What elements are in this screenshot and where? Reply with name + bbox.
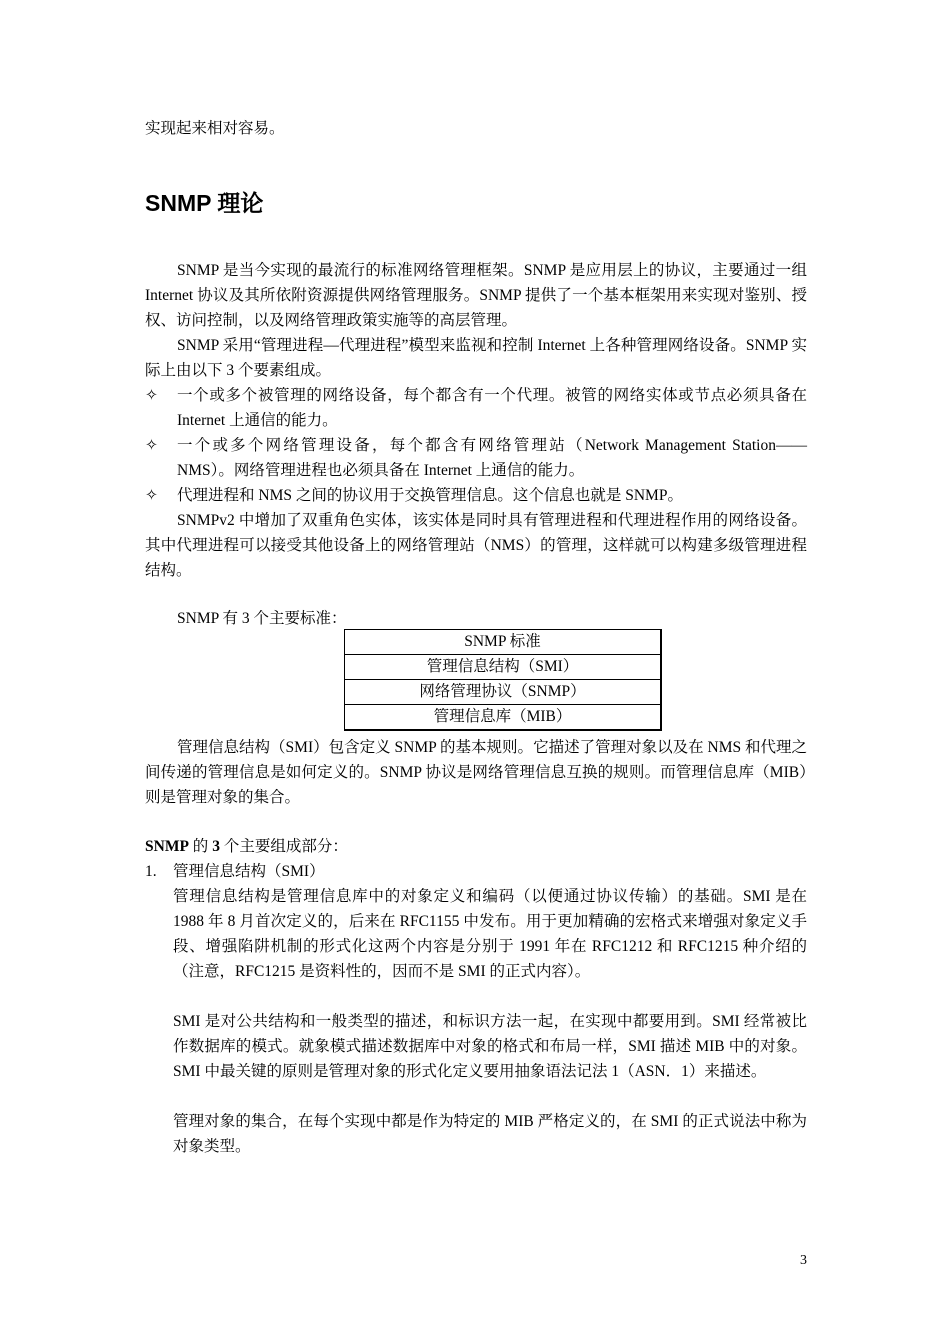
components-heading-bold-2: 3 — [212, 838, 220, 855]
bullet-text-3: 代理进程和 NMS 之间的协议用于交换管理信息。这个信息也就是 SNMP。 — [177, 487, 683, 504]
intro-block — [145, 258, 807, 583]
item-paragraph-1: 管理信息结构是管理信息库中的对象定义和编码（以便通过协议传输）的基础。SMI 是在 1988 年 8 月首次定义的，后来在 RFC1155 中发布。用于更加精确的宏格式来增强对象定义手段、增强陷阱机制的形式化这两个内容是分别于 1991 年在 RFC1212 和 RFC1215 种介绍的（注意，RFC1215 是资料性的，因而不是 SMI 的正式内容）。 — [173, 888, 807, 980]
bullet-item-2 — [145, 433, 807, 483]
item-title: 管理信息结构（SMI） — [173, 863, 325, 880]
standards-table — [344, 629, 662, 731]
page-number: 3 — [800, 1253, 807, 1268]
diamond-bullet-icon: ✧ — [145, 387, 158, 404]
continued-text-block — [145, 116, 807, 141]
components-heading-bold-1: SNMP — [145, 838, 189, 855]
standards-table-cell: 管理信息库（MIB） — [345, 705, 662, 731]
bullet-text-1: 一个或多个被管理的网络设备，每个都含有一个代理。被管的网络实体或节点必须具备在 Internet 上通信的能力。 — [177, 387, 807, 429]
intro-paragraph-1: SNMP 是当今实现的最流行的标准网络管理框架。SNMP 是应用层上的协议，主要通过一组 Internet 协议及其所依附资源提供网络管理服务。SNMP 提供了一个基本框架用来实现对鉴别、授权、访问控制，以及网络管理政策实施等的高层管理。 — [145, 262, 807, 329]
standards-paragraph-block — [145, 735, 807, 810]
numbered-item-1 — [145, 859, 807, 884]
item-number: 1. — [145, 863, 157, 880]
item-paragraph-3: 管理对象的集合，在每个实现中都是作为特定的 MIB 严格定义的，在 SMI 的正式说法中称为对象类型。 — [173, 1113, 807, 1155]
standards-intro: SNMP 有 3 个主要标准： — [177, 610, 347, 627]
item-paragraph-2: SMI 是对公共结构和一般类型的描述，和标识方法一起，在实现中都要用到。SMI 经常被比作数据库的模式。就象模式描述数据库中对象的格式和布局一样，SMI 描述 MIB 中的对象。SMI 中最关键的原则是管理对象的形式化定义要用抽象语法记法 1（ASN．1）来描述。 — [173, 1013, 807, 1080]
section-title: SNMP 理论 — [145, 190, 264, 216]
diamond-bullet-icon: ✧ — [145, 487, 158, 504]
snmpv2-paragraph: SNMPv2 中增加了双重角色实体，该实体是同时具有管理进程和代理进程作用的网络设备。其中代理进程可以接受其他设备上的网络管理站（NMS）的管理，这样就可以构建多级管理进程结构。 — [145, 512, 807, 579]
item-1-body — [145, 884, 807, 1159]
components-heading-mid: 的 — [188, 838, 213, 855]
components-heading-rest: 个主要组成部分： — [219, 838, 348, 855]
intro-paragraph-2: SNMP 采用“管理进程—代理进程”模型来监视和控制 Internet 上各种管理网络设备。SNMP 实际上由以下 3 个要素组成。 — [145, 337, 807, 379]
standards-table-cell: 网络管理协议（SNMP） — [345, 680, 662, 705]
diamond-bullet-icon: ✧ — [145, 437, 158, 454]
components-block — [145, 834, 807, 1159]
bullet-text-2: 一个或多个网络管理设备，每个都含有网络管理站（Network Management Station——NMS）。网络管理进程也必须具备在 Internet 上通信的能力。 — [177, 437, 807, 479]
components-heading — [145, 834, 807, 859]
bullet-item-3 — [145, 483, 807, 508]
standards-intro-block — [145, 606, 807, 631]
standards-table-cell: 管理信息结构（SMI） — [345, 655, 662, 680]
continued-text: 实现起来相对容易。 — [145, 120, 285, 137]
bullet-item-1 — [145, 383, 807, 433]
standards-table-header: SNMP 标准 — [345, 630, 662, 655]
standards-paragraph: 管理信息结构（SMI）包含定义 SNMP 的基本规则。它描述了管理对象以及在 NMS 和代理之间传递的管理信息是如何定义的。SNMP 协议是网络管理信息互换的规则。而管理信息库（MIB）则是管理对象的集合。 — [145, 739, 807, 806]
